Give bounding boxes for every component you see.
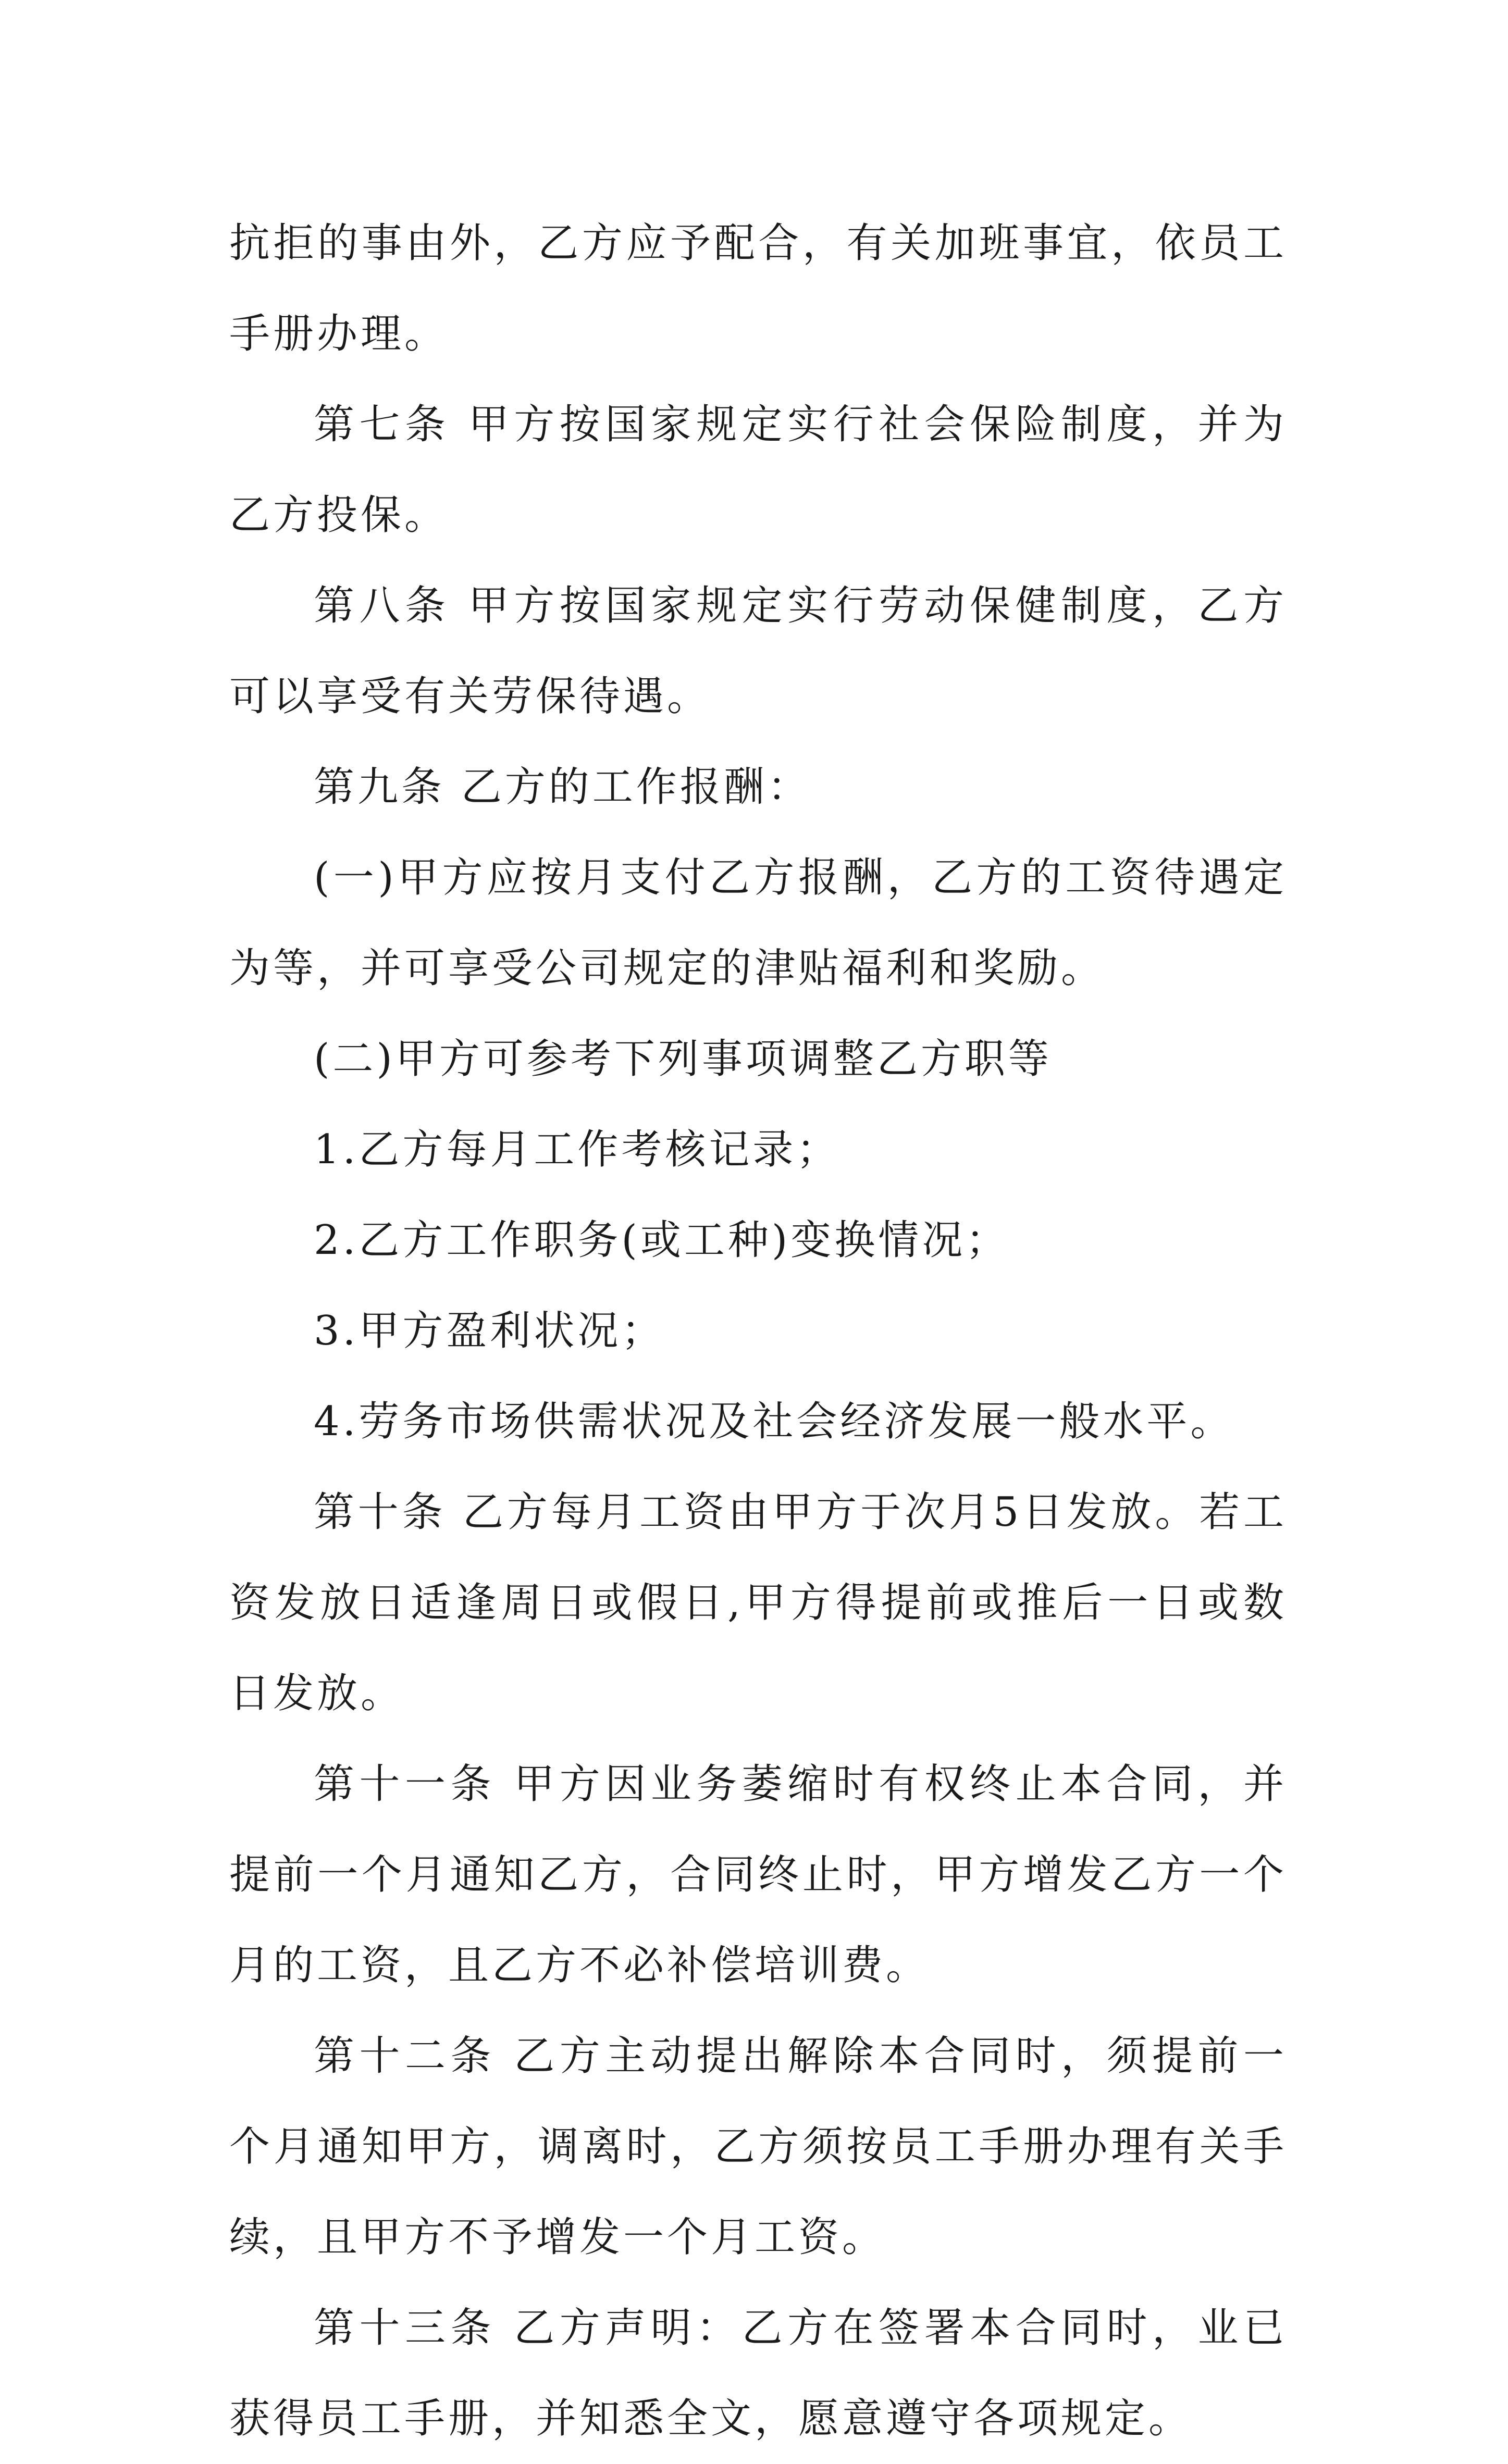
paragraph-article-8: 第八条 甲方按国家规定实行劳动保健制度，乙方可以享受有关劳保待遇。: [229, 582, 1287, 720]
paragraph-article-9-clause-1: (一)甲方应按月支付乙方报酬，乙方的工资待遇定为等，并可享受公司规定的津贴福利和奖励。: [229, 854, 1287, 992]
paragraph-article-7: 第七条 甲方按国家规定实行社会保险制度，并为乙方投保。: [229, 401, 1287, 539]
paragraph-article-9-clause-2: (二)甲方可参考下列事项调整乙方职等: [314, 1036, 1052, 1082]
paragraph-article-9: 第九条 乙方的工作报酬：: [314, 764, 811, 811]
paragraph-article-12: 第十二条 乙方主动提出解除本合同时，须提前一个月通知甲方，调离时，乙方须按员工手册办理有关手续，且甲方不予增发一个月工资。: [229, 2033, 1287, 2261]
list-item-2: 2.乙方工作职务(或工种)变换情况；: [314, 1217, 1010, 1264]
paragraph-article-11: 第十一条 甲方因业务萎缩时有权终止本合同，并提前一个月通知乙方，合同终止时，甲方增发乙方一个月的工资，且乙方不必补偿培训费。: [229, 1761, 1287, 1989]
paragraph-continuation: 抗拒的事由外，乙方应予配合，有关加班事宜，依员工手册办理。: [229, 220, 1287, 357]
list-item-1: 1.乙方每月工作考核记录；: [314, 1126, 840, 1173]
list-item-3: 3.甲方盈利状况；: [314, 1308, 665, 1354]
contract-body: [229, 198, 1287, 2464]
paragraph-article-10: 第十条 乙方每月工资由甲方于次月5日发放。若工资发放日适逢周日或假日,甲方得提前或推后一日或数日发放。: [229, 1489, 1287, 1717]
list-item-4: 4.劳务市场供需状况及社会经济发展一般水平。: [314, 1398, 1234, 1445]
paragraph-article-13: 第十三条 乙方声明：乙方在签署本合同时，业已获得员工手册，并知悉全文，愿意遵守各项规定。: [229, 2305, 1287, 2442]
